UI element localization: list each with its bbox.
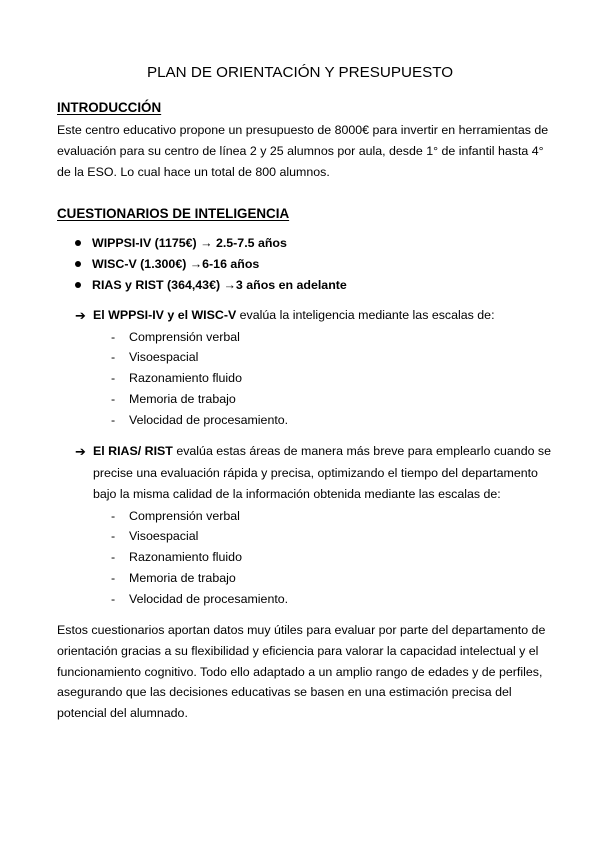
- intro-line: evaluación para su centro de línea 2 y 25 alumnos por aula, desde 1° de infantil hasta 4°: [57, 143, 544, 158]
- test-bullet-item: [75, 254, 347, 275]
- description-text: precise una evaluación rápida y precisa, optimizando el tiempo del departamento: [93, 465, 538, 480]
- test-bullet-text: WIPPSI-IV (1175€) → 2.5-7.5 años: [92, 236, 287, 250]
- dash-marker: -: [111, 391, 116, 406]
- page-title: PLAN DE ORIENTACIÓN Y PRESUPUESTO: [146, 64, 454, 81]
- dash-marker: -: [111, 570, 116, 585]
- rias-rist-description: [75, 441, 552, 609]
- arrow-line: [75, 441, 552, 463]
- scale-item: [75, 347, 545, 368]
- arrow-line: [75, 305, 545, 327]
- dash-marker: -: [111, 412, 116, 427]
- dash-marker: -: [111, 550, 116, 565]
- closing-paragraph: [57, 620, 546, 724]
- test-bullet-text: WISC-V (1.300€) →6-16 años: [92, 257, 260, 271]
- description-text: bajo la misma calidad de la información obtenida mediante las escalas de:: [93, 487, 501, 501]
- test-bullet-item: [75, 233, 347, 254]
- test-bullet-text: RIAS y RIST (364,43€) →3 años en adelante: [92, 278, 347, 292]
- closing-line: potencial del alumnado.: [57, 706, 188, 721]
- test-name: El RIAS/ RIST: [93, 444, 173, 458]
- bullet-dot-icon: [75, 240, 81, 246]
- intro-paragraph: [57, 120, 549, 182]
- dash-marker: -: [111, 371, 116, 386]
- scale-label: Comprensión verbal: [129, 329, 240, 344]
- wppsi-wisc-description: [75, 305, 545, 430]
- scale-label: Velocidad de procesamiento.: [129, 591, 289, 606]
- scale-label: Memoria de trabajo: [129, 391, 236, 406]
- scale-item: [75, 327, 545, 348]
- test-name: El WPPSI-IV y el WISC-V: [93, 308, 237, 322]
- scale-item: [75, 568, 545, 589]
- scale-label: Visoespacial: [129, 350, 199, 365]
- arrow-line: [75, 463, 545, 485]
- intro-heading: INTRODUCCIÓN: [57, 100, 162, 115]
- closing-line: Estos cuestionarios aportan datos muy útiles para evaluar por parte del departamento de: [57, 623, 546, 637]
- scale-label: Razonamiento fluido: [129, 371, 242, 386]
- closing-line: funcionamiento cognitivo. Todo ello adaptado a un amplio rango de edades y de perfiles,: [57, 664, 543, 679]
- scale-label: Comprensión verbal: [129, 508, 240, 523]
- arrow-right-icon: ➔: [75, 308, 86, 323]
- scale-item: [75, 368, 545, 389]
- dash-marker: -: [111, 529, 116, 544]
- scale-item: [75, 410, 545, 431]
- bullet-dot-icon: [75, 282, 81, 288]
- dash-marker: -: [111, 350, 116, 365]
- bullet-dot-icon: [75, 261, 81, 267]
- arrow-line: [75, 484, 545, 506]
- test-bullet-list: [75, 233, 347, 296]
- description-text: evalúa estas áreas de manera más breve para emplearlo cuando se: [172, 444, 552, 458]
- scale-list: [75, 506, 545, 610]
- intro-line: de la ESO. Lo cual hace un total de 800 alumnos.: [57, 164, 330, 179]
- dash-marker: -: [111, 508, 116, 523]
- scale-item: [75, 389, 545, 410]
- intro-line: Este centro educativo propone un presupuesto de 8000€ para invertir en herramientas de: [57, 123, 549, 137]
- scale-item: [75, 506, 545, 527]
- scale-label: Razonamiento fluido: [129, 550, 242, 565]
- scale-item: [75, 589, 545, 610]
- scale-label: Visoespacial: [129, 529, 199, 544]
- scale-list: [75, 327, 545, 431]
- questionnaires-heading: CUESTIONARIOS DE INTELIGENCIA: [57, 206, 290, 221]
- scale-label: Velocidad de procesamiento.: [129, 412, 289, 427]
- scale-item: [75, 547, 545, 568]
- dash-marker: -: [111, 329, 116, 344]
- arrow-right-icon: ➔: [75, 444, 86, 459]
- scale-label: Memoria de trabajo: [129, 570, 236, 585]
- description-text: evalúa la inteligencia mediante las escalas de:: [236, 308, 495, 322]
- test-bullet-item: [75, 275, 347, 296]
- dash-marker: -: [111, 591, 116, 606]
- closing-line: orientación gracias a su flexibilidad y eficiencia para valorar la capacidad intelectual y el: [57, 643, 539, 658]
- closing-line: asegurando que las decisiones educativas se basen en una estimación precisa del: [57, 685, 512, 700]
- scale-item: [75, 526, 545, 547]
